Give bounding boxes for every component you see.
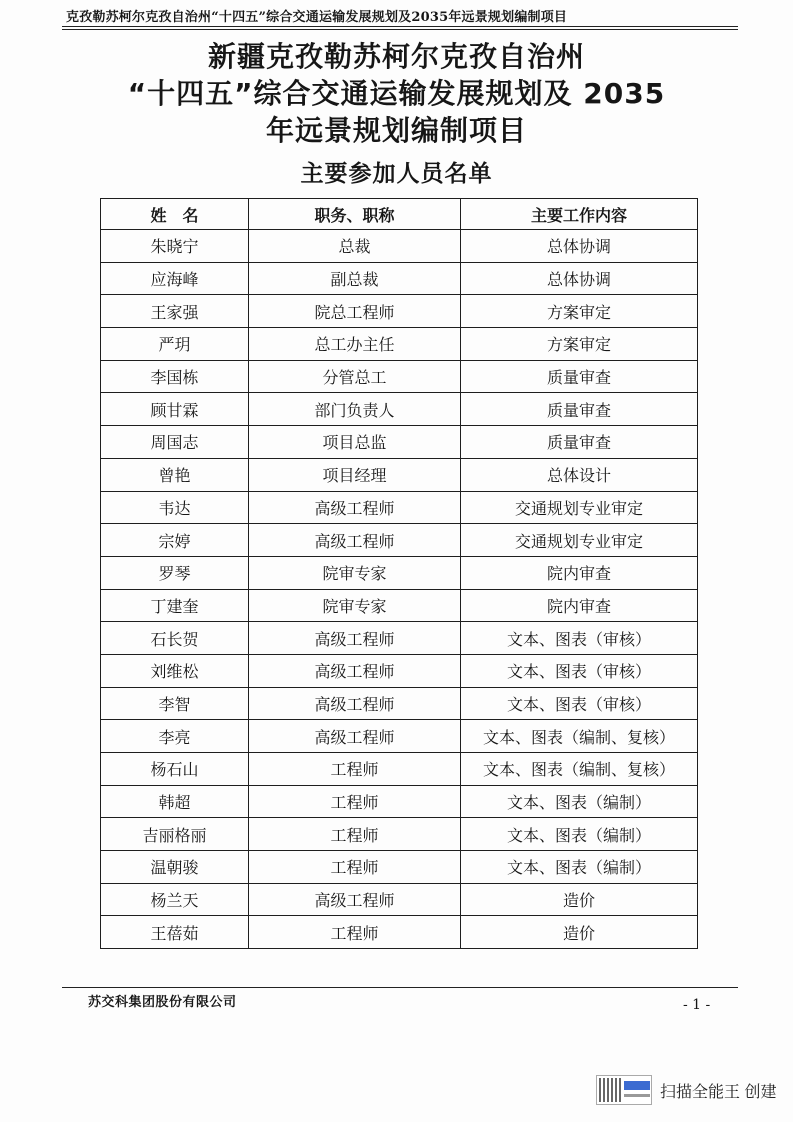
table-row xyxy=(101,883,698,916)
column-header-work: 主要工作内容 xyxy=(461,199,698,230)
table-row xyxy=(101,818,698,851)
cell-work: 质量审查 xyxy=(461,360,698,393)
cell-work: 总体设计 xyxy=(461,458,698,491)
cell-work: 文本、图表（编制） xyxy=(461,851,698,884)
cell-work: 交通规划专业审定 xyxy=(461,524,698,557)
table-row xyxy=(101,556,698,589)
cell-title: 部门负责人 xyxy=(249,393,461,426)
table-row xyxy=(101,687,698,720)
cell-work: 文本、图表（审核） xyxy=(461,622,698,655)
cell-title: 高级工程师 xyxy=(249,883,461,916)
cell-name: 石长贺 xyxy=(101,622,249,655)
table-row xyxy=(101,491,698,524)
cell-work: 质量审查 xyxy=(461,426,698,459)
cell-name: 李智 xyxy=(101,687,249,720)
cell-work: 造价 xyxy=(461,916,698,949)
cell-work: 文本、图表（编制、复核） xyxy=(461,753,698,786)
table-row xyxy=(101,524,698,557)
cell-work: 造价 xyxy=(461,883,698,916)
cell-title: 院审专家 xyxy=(249,556,461,589)
cell-title: 工程师 xyxy=(249,851,461,884)
cell-title: 总裁 xyxy=(249,230,461,263)
cell-title: 工程师 xyxy=(249,753,461,786)
cell-work: 方案审定 xyxy=(461,295,698,328)
cell-title: 院总工程师 xyxy=(249,295,461,328)
cell-work: 交通规划专业审定 xyxy=(461,491,698,524)
cell-title: 工程师 xyxy=(249,818,461,851)
cell-work: 文本、图表（编制） xyxy=(461,785,698,818)
table-row xyxy=(101,753,698,786)
cell-work: 文本、图表（审核） xyxy=(461,687,698,720)
cell-name: 宗婷 xyxy=(101,524,249,557)
table-row xyxy=(101,295,698,328)
cell-name: 曾艳 xyxy=(101,458,249,491)
cell-name: 杨石山 xyxy=(101,753,249,786)
cell-name: 罗琴 xyxy=(101,556,249,589)
cell-title: 高级工程师 xyxy=(249,720,461,753)
column-header-title: 职务、职称 xyxy=(249,199,461,230)
cell-title: 项目总监 xyxy=(249,426,461,459)
table-row xyxy=(101,851,698,884)
staff-table-body xyxy=(101,230,698,949)
cell-title: 院审专家 xyxy=(249,589,461,622)
table-row xyxy=(101,393,698,426)
table-row xyxy=(101,230,698,263)
page-number: - 1 - xyxy=(683,997,711,1013)
cell-name: 顾甘霖 xyxy=(101,393,249,426)
cell-title: 工程师 xyxy=(249,916,461,949)
app-badge-icon xyxy=(624,1081,650,1090)
cell-name: 李国栋 xyxy=(101,360,249,393)
cell-work: 质量审查 xyxy=(461,393,698,426)
cell-name: 刘维松 xyxy=(101,654,249,687)
column-header-name: 姓 名 xyxy=(101,199,249,230)
cell-work: 院内审查 xyxy=(461,556,698,589)
cell-title: 总工办主任 xyxy=(249,328,461,361)
scanner-logo-icon xyxy=(596,1075,652,1105)
table-row xyxy=(101,458,698,491)
cell-work: 文本、图表（审核） xyxy=(461,654,698,687)
cell-work: 文本、图表（编制、复核） xyxy=(461,720,698,753)
cell-name: 严玥 xyxy=(101,328,249,361)
title-line-1: 新疆克孜勒苏柯尔克孜自治州 xyxy=(207,40,585,73)
cell-title: 高级工程师 xyxy=(249,491,461,524)
scanner-watermark xyxy=(596,1075,776,1105)
cell-name: 朱晓宁 xyxy=(101,230,249,263)
cell-work: 总体协调 xyxy=(461,230,698,263)
cell-title: 项目经理 xyxy=(249,458,461,491)
table-header-row xyxy=(101,199,698,230)
cell-work: 总体协调 xyxy=(461,262,698,295)
document-title xyxy=(0,38,793,149)
cell-name: 周国志 xyxy=(101,426,249,459)
cell-name: 王家强 xyxy=(101,295,249,328)
cell-name: 温朝骏 xyxy=(101,851,249,884)
cell-name: 韩超 xyxy=(101,785,249,818)
cell-title: 分管总工 xyxy=(249,360,461,393)
footer-company: 苏交科集团股份有限公司 xyxy=(88,995,237,1010)
header-rule xyxy=(62,26,738,27)
table-row xyxy=(101,262,698,295)
cell-title: 高级工程师 xyxy=(249,622,461,655)
cell-name: 应海峰 xyxy=(101,262,249,295)
table-row xyxy=(101,720,698,753)
running-header: 克孜勒苏柯尔克孜自治州“十四五”综合交通运输发展规划及2035年远景规划编制项目 xyxy=(66,10,568,25)
table-row xyxy=(101,916,698,949)
cell-title: 高级工程师 xyxy=(249,687,461,720)
cell-title: 副总裁 xyxy=(249,262,461,295)
header-rule-thin xyxy=(62,29,738,30)
footer-rule xyxy=(62,987,738,988)
cell-name: 王蓓茹 xyxy=(101,916,249,949)
table-row xyxy=(101,426,698,459)
badge-caption-line xyxy=(624,1094,650,1097)
table-row xyxy=(101,589,698,622)
cell-work: 文本、图表（编制） xyxy=(461,818,698,851)
cell-title: 工程师 xyxy=(249,785,461,818)
cell-work: 院内审查 xyxy=(461,589,698,622)
cell-name: 吉丽格丽 xyxy=(101,818,249,851)
table-row xyxy=(101,654,698,687)
watermark-text: 扫描全能王 创建 xyxy=(660,1084,777,1101)
table-row xyxy=(101,622,698,655)
cell-title: 高级工程师 xyxy=(249,524,461,557)
cell-name: 丁建奎 xyxy=(101,589,249,622)
table-row xyxy=(101,785,698,818)
cell-name: 杨兰天 xyxy=(101,883,249,916)
table-row xyxy=(101,328,698,361)
staff-table xyxy=(100,198,698,949)
list-title: 主要参加人员名单 xyxy=(300,161,493,187)
cell-name: 韦达 xyxy=(101,491,249,524)
cell-title: 高级工程师 xyxy=(249,654,461,687)
qr-code-icon xyxy=(599,1078,621,1102)
cell-name: 李亮 xyxy=(101,720,249,753)
cell-work: 方案审定 xyxy=(461,328,698,361)
table-row xyxy=(101,360,698,393)
title-line-2: “十四五”综合交通运输发展规划及 2035 xyxy=(127,77,666,110)
title-line-3: 年远景规划编制项目 xyxy=(265,114,527,147)
